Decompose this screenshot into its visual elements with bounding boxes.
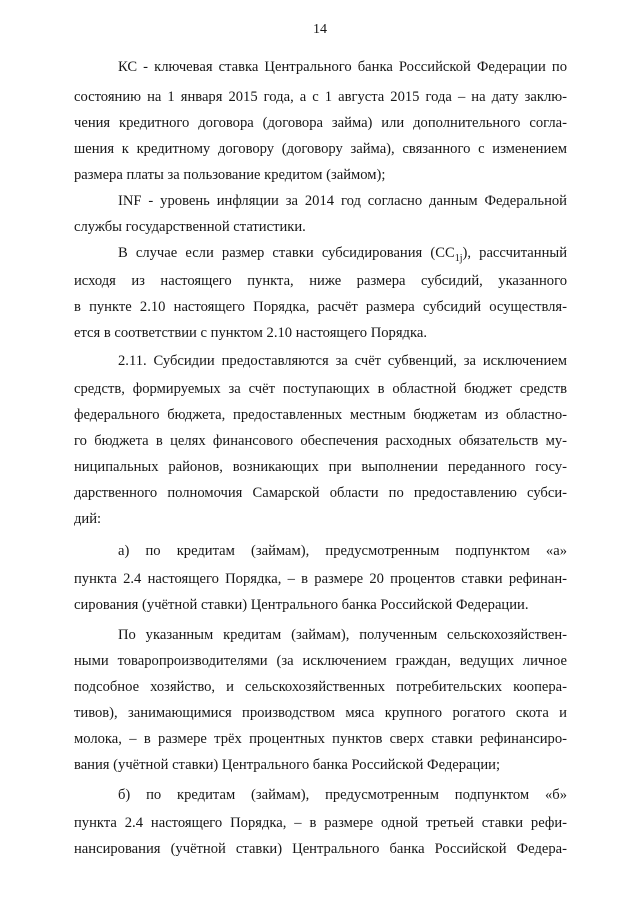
text-line: шения к кредитному договору (договору займа), связанного с изменением bbox=[74, 141, 567, 157]
text-line: подсобное хозяйство, и сельскохозяйственных потребительских коопера- bbox=[74, 679, 567, 695]
text-line: молока, – в размере трёх процентных пунктов сверх ставки рефинансиро- bbox=[74, 731, 567, 747]
text-line: ется в соответствии с пунктом 2.10 настоящего Порядка. bbox=[74, 325, 427, 341]
text-line: в пункте 2.10 настоящего Порядка, расчёт размера субсидий осуществля- bbox=[74, 299, 567, 315]
page-number: 14 bbox=[313, 22, 327, 37]
text-line: INF - уровень инфляции за 2014 год согласно данным Федеральной bbox=[118, 193, 567, 209]
text-line: КС - ключевая ставка Центрального банка Российской Федерации по bbox=[118, 59, 567, 75]
text-line: тивов), занимающимися производством мяса крупного рогатого скота и bbox=[74, 705, 567, 721]
text-line: дий: bbox=[74, 511, 102, 527]
text-line: пункта 2.4 настоящего Порядка, – в размере 20 процентов ставки рефинан- bbox=[74, 571, 567, 587]
text-line: дарственного полномочия Самарской области по предоставлению субси- bbox=[74, 485, 567, 501]
text-line: средств, формируемых за счёт поступающих в областной бюджет средств bbox=[74, 381, 567, 397]
text-line-with-subscript bbox=[118, 244, 567, 262]
text-line: чения кредитного договора (договора займа) или дополнительного согла- bbox=[74, 115, 567, 131]
subscript: 1j bbox=[454, 252, 463, 264]
text-line: ными товаропроизводителями (за исключением граждан, ведущих личное bbox=[74, 653, 567, 669]
text-line: федерального бюджета, предоставленных местным бюджетам из областно- bbox=[74, 407, 567, 423]
text-line: службы государственной статистики. bbox=[74, 219, 306, 235]
text-fragment: ), рассчитанный bbox=[462, 245, 567, 261]
text-line: исходя из настоящего пункта, ниже размера субсидий, указанного bbox=[74, 273, 567, 289]
text-line: пункта 2.4 настоящего Порядка, – в размере одной третьей ставки рефи- bbox=[74, 815, 567, 831]
text-line: сирования (учётной ставки) Центрального банка Российской Федерации. bbox=[74, 597, 529, 613]
text-line: ниципальных районов, возникающих при выполнении переданного госу- bbox=[74, 459, 567, 475]
text-fragment: В случае если размер ставки субсидирования (СС bbox=[118, 245, 455, 261]
text-line: По указанным кредитам (займам), полученным сельскохозяйствен- bbox=[118, 627, 567, 643]
text-line: нансирования (учётной ставки) Центрального банка Российской Федера- bbox=[74, 841, 567, 857]
text-line: вания (учётной ставки) Центрального банка Российской Федерации; bbox=[74, 757, 501, 773]
text-line: а) по кредитам (займам), предусмотренным подпунктом «а» bbox=[118, 543, 567, 559]
text-line: размера платы за пользование кредитом (займом); bbox=[74, 167, 386, 183]
text-line: 2.11. Субсидии предоставляются за счёт субвенций, за исключением bbox=[118, 353, 567, 369]
text-line: го бюджета в целях финансового обеспечения расходных обязательств му- bbox=[74, 433, 567, 449]
text-line: б) по кредитам (займам), предусмотренным подпунктом «б» bbox=[118, 787, 567, 803]
text-line: состоянию на 1 января 2015 года, а с 1 августа 2015 года – на дату заклю- bbox=[74, 89, 567, 105]
